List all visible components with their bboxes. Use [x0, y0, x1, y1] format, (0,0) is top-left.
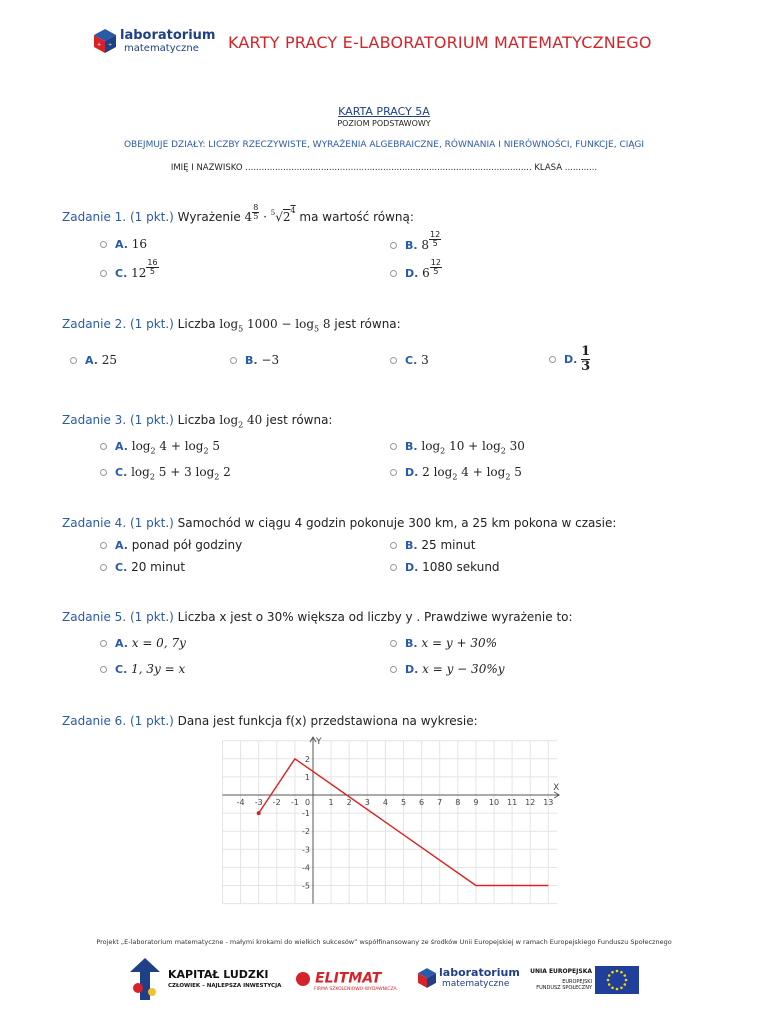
task-1 [62, 203, 414, 226]
task-label: Zadanie 3. (1 pkt.) [62, 413, 174, 427]
option-d[interactable]: D. 2 $\log_2 4 + \log_2 5$ [390, 465, 522, 481]
option-c[interactable]: C. 20 minut [100, 560, 185, 574]
eu-flag-icon [595, 966, 639, 994]
x-tick-label: 12 [525, 798, 536, 807]
x-tick-label: -2 [272, 798, 281, 807]
radio-bullet[interactable] [390, 270, 397, 277]
task-label: Zadanie 2. (1 pkt.) [62, 317, 174, 331]
radio-bullet[interactable] [100, 564, 107, 571]
option-b[interactable]: B. −3 [230, 353, 279, 367]
option-a[interactable]: A. 25 [70, 353, 117, 367]
y-tick-label: -2 [302, 827, 310, 837]
cube-icon [418, 968, 436, 988]
x-tick-label: 10 [488, 798, 500, 807]
task-label: Zadanie 4. (1 pkt.) [62, 516, 174, 530]
svg-text:+: + [97, 42, 102, 48]
option-a[interactable]: A. x = 0, 7y [100, 636, 186, 650]
radio-bullet[interactable] [100, 640, 107, 647]
radio-bullet[interactable] [549, 356, 556, 363]
radio-bullet[interactable] [100, 469, 107, 476]
x-tick-label: 2 [346, 798, 352, 807]
y-tick-label: 1 [304, 772, 310, 782]
option-b[interactable]: B. 25 minut [390, 538, 475, 552]
y-tick-label: -5 [302, 881, 310, 891]
radio-bullet[interactable] [100, 666, 107, 673]
option-c[interactable]: C. 3 [390, 353, 429, 367]
x-tick-label: -4 [236, 798, 245, 807]
x-tick-label: 5 [400, 798, 407, 807]
ue-line2: EUROPEJSKI [562, 979, 592, 985]
x-tick-label: 7 [437, 798, 443, 807]
math-expression: $\log_2 40$ [219, 413, 263, 430]
radio-bullet[interactable] [390, 443, 397, 450]
footer-lab-logo [418, 966, 528, 996]
start-point [257, 811, 261, 815]
elitmat-logo [296, 968, 406, 998]
x-tick-label: 3 [364, 798, 370, 807]
task-3 [62, 413, 332, 429]
x-tick-label: -1 [290, 798, 299, 807]
name-field: IMIĘ I NAZWISKO .......................................................................................................... KLASA ............ [170, 163, 598, 173]
x-tick-label: 4 [382, 798, 388, 807]
y-axis-label: Y [316, 737, 322, 748]
radio-bullet[interactable] [390, 242, 397, 249]
radio-bullet[interactable] [390, 469, 397, 476]
logo-word2: matematyczne [124, 43, 199, 54]
option-c[interactable]: C. $\log_2 5 + 3$ $\log_2 2$ [100, 465, 231, 481]
radio-bullet[interactable] [390, 542, 397, 549]
task-text: Wyrażenie [177, 210, 241, 224]
radio-bullet[interactable] [100, 270, 107, 277]
y-tick-label: -1 [302, 809, 310, 819]
x-tick-label: 0 [305, 798, 311, 807]
task-4 [62, 516, 616, 530]
math-expression: 4 $\frac{8}{5}$ · $^5√2^4$ [244, 203, 296, 224]
x-tick-label: 11 [507, 798, 518, 807]
x-tick-label: 13 [543, 798, 554, 807]
radio-bullet[interactable] [390, 640, 397, 647]
option-c[interactable]: C. 12 $\frac{16}{5}$ [100, 265, 159, 282]
option-c[interactable]: C. 1, 3y = x [100, 662, 185, 676]
kapital-ludzki-logo [130, 956, 280, 1002]
x-tick-label: -3 [254, 798, 263, 807]
x-tick-label: 1 [328, 798, 334, 807]
task-label: Zadanie 1. (1 pkt.) [62, 210, 174, 224]
task-label: Zadanie 6. (1 pkt.) [62, 714, 174, 728]
task-text: Liczba x jest o 30% większa od liczby y . Prawdziwe wyrażenie to: [177, 610, 573, 624]
option-d[interactable]: D. 1080 sekund [390, 560, 500, 574]
sheet-level: POZIOM PODSTAWOWY [337, 119, 431, 128]
radio-bullet[interactable] [390, 564, 397, 571]
sheet-topics: OBEJMUJE DZIAŁY: LICZBY RZECZYWISTE, WYRAŻENIA ALGEBRAICZNE, RÓWNANIA I NIERÓWNOŚCI, FUNKCJE, CIĄGI [123, 140, 645, 150]
task-text: Samochód w ciągu 4 godzin pokonuje 300 km, a 25 km pokona w czasie: [177, 516, 617, 530]
radio-bullet[interactable] [100, 241, 107, 248]
task-text: jest równa: [334, 317, 401, 331]
cube-icon [94, 29, 116, 53]
function-graph [210, 733, 560, 913]
y-tick-label: 2 [304, 754, 310, 764]
task-5 [62, 610, 573, 624]
task-text: Dana jest funkcja f(x) przedstawiona na wykresie: [177, 714, 478, 728]
option-d[interactable]: D. $\frac{1}{3}$ [549, 345, 590, 374]
task-6 [62, 714, 478, 728]
option-d[interactable]: D. 6 $\frac{12}{5}$ [390, 265, 442, 282]
option-b[interactable]: B. $\log_2 10 + \log_2 30$ [390, 439, 525, 455]
radio-bullet[interactable] [100, 542, 107, 549]
kapital-ludzki-icon [130, 958, 160, 1000]
header-title: KARTY PRACY E-LABORATORIUM MATEMATYCZNEGO [228, 33, 652, 52]
radio-bullet[interactable] [230, 357, 237, 364]
task-text: Liczba [177, 413, 216, 427]
header-logo [94, 25, 216, 57]
option-a[interactable]: A. ponad pół godziny [100, 538, 242, 552]
lab-word1: laboratorium [439, 966, 520, 979]
elitmat-title: ELITMAT [315, 970, 382, 987]
task-label: Zadanie 5. (1 pkt.) [62, 610, 174, 624]
math-expression: $\log_5 1000 - \log_5 8$ [219, 317, 331, 334]
x-tick-label: 9 [473, 798, 479, 807]
kapital-title: KAPITAŁ LUDZKI [168, 968, 269, 981]
radio-bullet[interactable] [390, 666, 397, 673]
ue-text [528, 968, 592, 998]
task-2 [62, 317, 401, 333]
x-tick-label: 8 [455, 798, 461, 807]
ue-line3: FUNDUSZ SPOŁECZNY [536, 985, 592, 991]
y-tick-label: -3 [302, 845, 310, 855]
x-tick-label: 6 [419, 798, 425, 807]
task-text: Liczba [177, 317, 216, 331]
elitmat-icon [296, 972, 310, 986]
option-b[interactable]: B. x = y + 30% [390, 636, 497, 650]
svg-text:÷: ÷ [108, 42, 113, 48]
radio-bullet[interactable] [100, 443, 107, 450]
option-b[interactable]: B. 8 $\frac{12}{5}$ [390, 237, 441, 254]
x-axis-label: X [553, 783, 560, 793]
footer-project-text: Projekt „E-laboratorium matematyczne - małymi krokami do wielkich sukcesów” współfinansowany ze środków Unii Europejskiej w ramach Europejskiego Funduszu Społecznego [96, 938, 672, 946]
task-text: ma wartość równą: [299, 210, 414, 224]
logo-word1: laboratorium [120, 28, 216, 43]
option-a[interactable]: A. $\log_2 4 + \log_2 5$ [100, 439, 220, 455]
kapital-sub: CZŁOWIEK – NAJLEPSZA INWESTYCJA [168, 983, 282, 989]
radio-bullet[interactable] [70, 357, 77, 364]
ue-line1: UNIA EUROPEJSKA [530, 968, 592, 975]
lab-word2: matematyczne [442, 979, 510, 989]
y-tick-label: -4 [302, 863, 310, 873]
option-a[interactable]: A. 16 [100, 237, 147, 251]
option-d[interactable]: D. x = y − 30%y [390, 662, 505, 676]
radio-bullet[interactable] [390, 357, 397, 364]
elitmat-sub: FIRMA SZKOLENIOWO-WYDAWNICZA [314, 987, 397, 992]
task-text: jest równa: [266, 413, 333, 427]
sheet-title: KARTA PRACY 5A [338, 105, 430, 118]
